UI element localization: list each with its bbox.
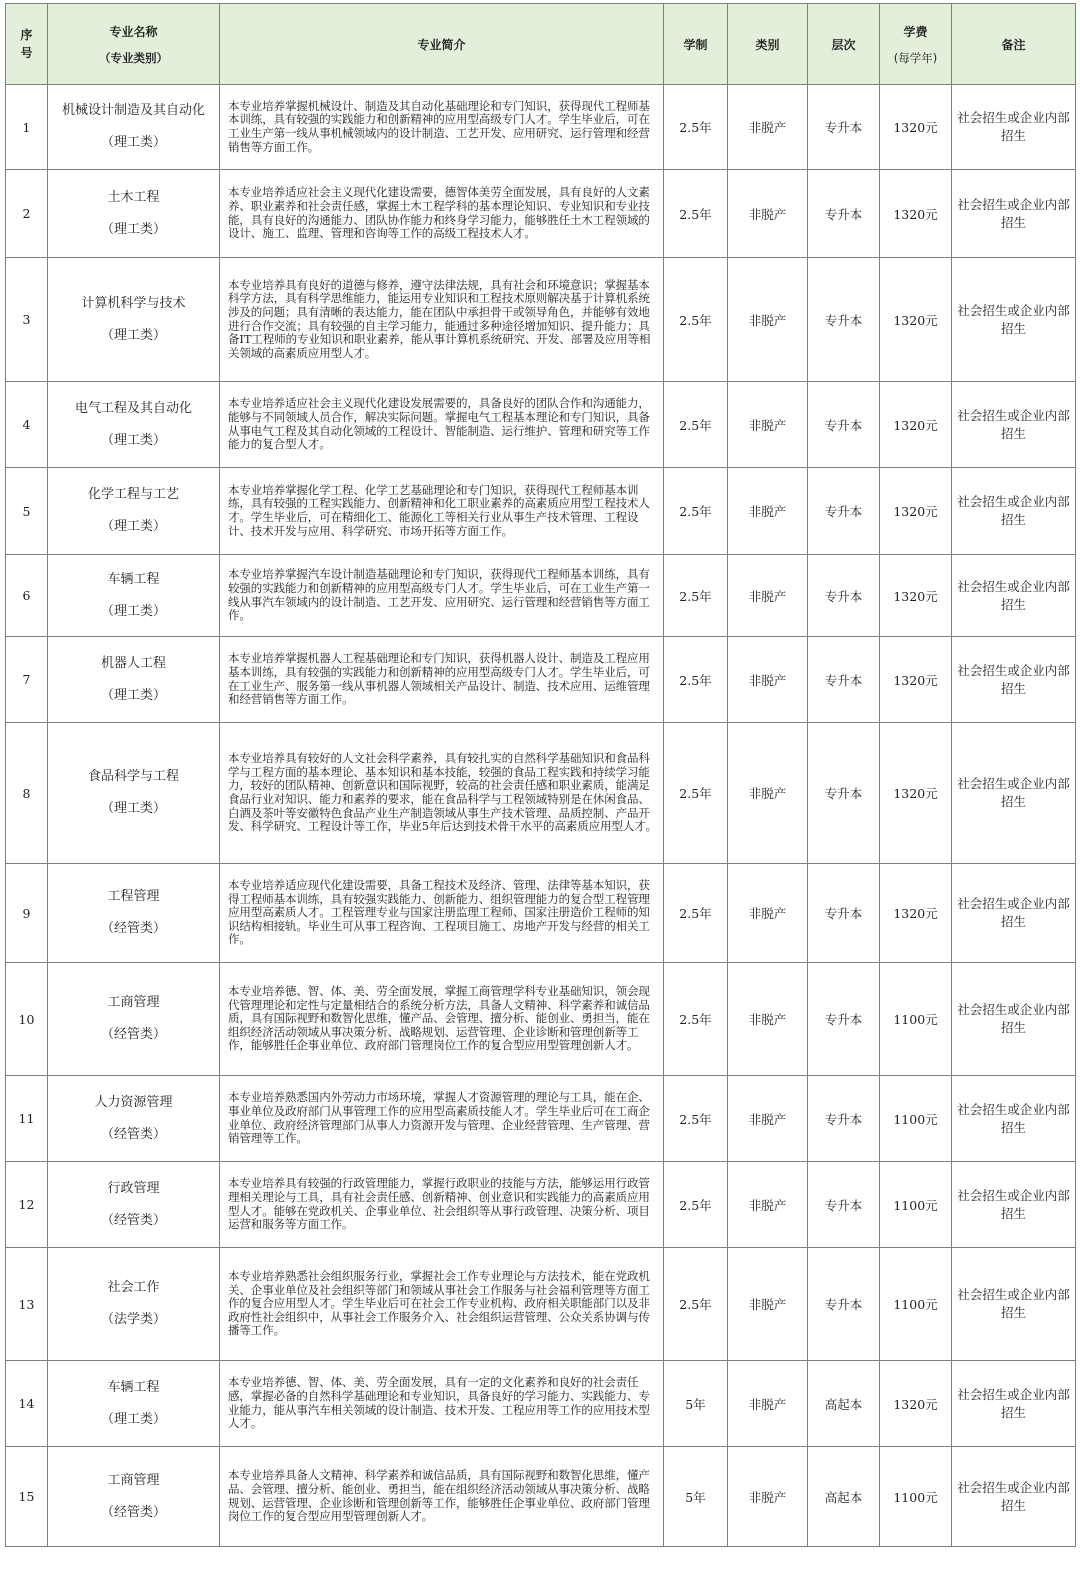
education-level: 专升本 bbox=[808, 864, 880, 963]
duration: 2.5年 bbox=[664, 170, 728, 258]
education-level: 专升本 bbox=[808, 1248, 880, 1361]
table-row bbox=[6, 170, 1076, 258]
education-level: 专升本 bbox=[808, 1076, 880, 1162]
row-number: 12 bbox=[6, 1162, 48, 1248]
remark: 社会招生或企业内部招生 bbox=[952, 1361, 1076, 1447]
remark: 社会招生或企业内部招生 bbox=[952, 1447, 1076, 1547]
row-number: 6 bbox=[6, 555, 48, 637]
major-description: 本专业培养德、智、体、美、劳全面发展，具有一定的文化素养和良好的社会责任感，掌握必备的自然科学基础理论和专业知识，具备良好的学习能力、实践能力、专业能力，能从事汽车相关领域的设计制造、技术开发、工程应用等工作的应用技术型人才。 bbox=[220, 1361, 664, 1447]
major-name: 机器人工程 bbox=[100, 655, 166, 671]
table-row bbox=[6, 382, 1076, 468]
major-category: （理工类） bbox=[100, 327, 166, 343]
major-name: 车辆工程 bbox=[107, 1379, 160, 1395]
study-type: 非脱产 bbox=[728, 1361, 808, 1447]
education-level: 专升本 bbox=[808, 963, 880, 1076]
major-description: 本专业培养适应社会主义现代化建设发展需要的，具备良好的团队合作和沟通能力，能够与不同领域人员合作，解决实际问题。掌握电气工程基本理论和专门知识，具备从事电气工程及其自动化领域的工程设计、智能制造、运行维护、管理和研究等工作能力的复合型人才。 bbox=[220, 382, 664, 468]
study-type: 非脱产 bbox=[728, 555, 808, 637]
major-name: 行政管理 bbox=[107, 1180, 160, 1196]
major-category: （理工类） bbox=[100, 801, 166, 816]
major-category: （理工类） bbox=[100, 519, 166, 534]
study-type: 非脱产 bbox=[728, 637, 808, 723]
education-level: 专升本 bbox=[808, 382, 880, 468]
tuition-fee: 1320元 bbox=[880, 637, 952, 723]
table-row bbox=[6, 85, 1076, 170]
tuition-fee: 1320元 bbox=[880, 555, 952, 637]
remark: 社会招生或企业内部招生 bbox=[952, 258, 1076, 382]
education-level: 专升本 bbox=[808, 1162, 880, 1248]
major-cell bbox=[48, 1162, 220, 1248]
table-row bbox=[6, 864, 1076, 963]
major-category: （理工类） bbox=[100, 1411, 166, 1427]
education-level: 专升本 bbox=[808, 637, 880, 723]
table-row bbox=[6, 1076, 1076, 1162]
study-type: 非脱产 bbox=[728, 1447, 808, 1547]
education-level: 专升本 bbox=[808, 723, 880, 864]
header-major-category: （专业类别） bbox=[99, 50, 168, 65]
row-number: 1 bbox=[6, 85, 48, 170]
table-row bbox=[6, 1162, 1076, 1248]
tuition-fee: 1100元 bbox=[880, 1248, 952, 1361]
major-description: 本专业培养掌握化学工程、化学工艺基础理论和专门知识，获得现代工程师基本训练，具有较强的工程实践能力、创新精神和化工职业素养的高素质应用型工程技术人才。学生毕业后，可在精细化工、能源化工等相关行业从事生产技术管理、工程设计、技术开发与应用、科学研究、市场开拓等方面工作。 bbox=[220, 468, 664, 555]
major-name: 社会工作 bbox=[107, 1280, 160, 1295]
row-number: 3 bbox=[6, 258, 48, 382]
row-number: 11 bbox=[6, 1076, 48, 1162]
major-name: 土木工程 bbox=[107, 189, 160, 205]
duration: 2.5年 bbox=[664, 85, 728, 170]
remark: 社会招生或企业内部招生 bbox=[952, 1248, 1076, 1361]
education-level: 专升本 bbox=[808, 85, 880, 170]
study-type: 非脱产 bbox=[728, 1248, 808, 1361]
row-number: 2 bbox=[6, 170, 48, 258]
majors-table bbox=[5, 3, 1076, 1547]
remark: 社会招生或企业内部招生 bbox=[952, 85, 1076, 170]
major-description: 本专业培养熟悉社会组织服务行业，掌握社会工作专业理论与方法技术，能在党政机关、企事业单位及社会组织等部门和领域从事社会工作服务与社会福利管理等方面工作的复合应用型人才。学生毕业后可在社会工作专业机构、政府相关职能部门以及非政府性社会组织中，从事社会工作服务介入、社会组织运营管理、公众关系协调与传播等工作。 bbox=[220, 1248, 664, 1361]
remark: 社会招生或企业内部招生 bbox=[952, 170, 1076, 258]
table-row bbox=[6, 468, 1076, 555]
table-row bbox=[6, 1248, 1076, 1361]
major-cell bbox=[48, 170, 220, 258]
study-type: 非脱产 bbox=[728, 1162, 808, 1248]
row-number: 7 bbox=[6, 637, 48, 723]
major-category: （理工类） bbox=[100, 221, 166, 237]
education-level: 专升本 bbox=[808, 468, 880, 555]
education-level: 专升本 bbox=[808, 170, 880, 258]
header-major-name: 专业名称 bbox=[109, 24, 158, 39]
major-cell bbox=[48, 555, 220, 637]
tuition-fee: 1320元 bbox=[880, 468, 952, 555]
tuition-fee: 1100元 bbox=[880, 1447, 952, 1547]
tuition-fee: 1100元 bbox=[880, 1076, 952, 1162]
table-row bbox=[6, 555, 1076, 637]
major-cell bbox=[48, 637, 220, 723]
major-category: （经管类） bbox=[100, 1212, 166, 1228]
row-number: 15 bbox=[6, 1447, 48, 1547]
major-cell bbox=[48, 723, 220, 864]
study-type: 非脱产 bbox=[728, 1076, 808, 1162]
remark: 社会招生或企业内部招生 bbox=[952, 963, 1076, 1076]
majors-table-container bbox=[5, 3, 1076, 1547]
major-description: 本专业培养掌握机器人工程基础理论和专门知识，获得机器人设计、制造及工程应用基本训练，具有较强的实践能力和创新精神的应用型高级专门人才。学生毕业后，可在工业生产、服务第一线从事机器人领域相关产品设计、制造、技术应用、运维管理和经营销售等方面工作。 bbox=[220, 637, 664, 723]
header-major bbox=[48, 4, 220, 85]
education-level: 专升本 bbox=[808, 258, 880, 382]
tuition-fee: 1320元 bbox=[880, 864, 952, 963]
remark: 社会招生或企业内部招生 bbox=[952, 723, 1076, 864]
duration: 2.5年 bbox=[664, 637, 728, 723]
major-name: 计算机科学与技术 bbox=[81, 295, 186, 311]
remark: 社会招生或企业内部招生 bbox=[952, 1076, 1076, 1162]
table-row bbox=[6, 1361, 1076, 1447]
duration: 5年 bbox=[664, 1447, 728, 1547]
major-description: 本专业培养掌握汽车设计制造基础理论和专门知识，获得现代工程师基本训练，具有较强的实践能力和创新精神的应用型高级专门人才。学生毕业后，可在工业生产第一线从事汽车领域内的设计制造、工艺开发、应用研究、运行管理和经营销售等方面工作。 bbox=[220, 555, 664, 637]
major-name: 工商管理 bbox=[107, 995, 160, 1010]
major-description: 本专业培养具有良好的道德与修养，遵守法律法规，具有社会和环境意识；掌握基本科学方法，具有科学思维能力，能运用专业知识和工程技术原则解决基于计算机系统涉及的问题；具有清晰的表达能力，能在团队中承担骨干或领导角色，并能够有效地进行合作交流；具有较强的自主学习能力，能通过多种途径增加知识、提升能力；具备IT工程师的专业知识和职业素养，能从事计算机系统研究、开发、部署及应用等相关领域的高素质应用型人才。 bbox=[220, 258, 664, 382]
tuition-fee: 1320元 bbox=[880, 382, 952, 468]
tuition-fee: 1320元 bbox=[880, 1361, 952, 1447]
tuition-fee: 1320元 bbox=[880, 85, 952, 170]
remark: 社会招生或企业内部招生 bbox=[952, 864, 1076, 963]
education-level: 高起本 bbox=[808, 1361, 880, 1447]
major-name: 人力资源管理 bbox=[94, 1094, 173, 1110]
row-number: 4 bbox=[6, 382, 48, 468]
major-category: （经管类） bbox=[100, 921, 166, 936]
duration: 2.5年 bbox=[664, 258, 728, 382]
major-name: 食品科学与工程 bbox=[87, 769, 179, 784]
tuition-fee: 1320元 bbox=[880, 170, 952, 258]
major-description: 本专业培养具备人文精神、科学素养和诚信品质，具有国际视野和数智化思维，懂产品、会管理、擅分析、能创业、勇担当，能在组织经济活动领域从事决策分析、战略规划、运营管理、企业诊断和管理创新等工作，能够胜任企事业单位、政府部门管理岗位工作的复合型应用型管理创新人才。 bbox=[220, 1447, 664, 1547]
table-row bbox=[6, 723, 1076, 864]
major-name: 车辆工程 bbox=[107, 571, 160, 587]
remark: 社会招生或企业内部招生 bbox=[952, 1162, 1076, 1248]
major-name: 机械设计制造及其自动化 bbox=[61, 103, 205, 118]
table-row bbox=[6, 963, 1076, 1076]
tuition-fee: 1320元 bbox=[880, 258, 952, 382]
major-cell bbox=[48, 963, 220, 1076]
header-level: 层次 bbox=[808, 4, 880, 85]
row-number: 13 bbox=[6, 1248, 48, 1361]
major-name: 工商管理 bbox=[107, 1472, 160, 1488]
major-cell bbox=[48, 258, 220, 382]
major-cell bbox=[48, 1361, 220, 1447]
table-row bbox=[6, 258, 1076, 382]
header-type: 类别 bbox=[728, 4, 808, 85]
major-category: （理工类） bbox=[100, 135, 166, 150]
major-category: （经管类） bbox=[100, 1027, 166, 1042]
duration: 2.5年 bbox=[664, 1076, 728, 1162]
education-level: 高起本 bbox=[808, 1447, 880, 1547]
row-number: 10 bbox=[6, 963, 48, 1076]
header-duration: 学制 bbox=[664, 4, 728, 85]
major-description: 本专业培养适应社会主义现代化建设需要，德智体美劳全面发展，具有良好的人文素养、职业素养和社会责任感，掌握土木工程学科的基本理论知识、专业知识和专业技能，具有良好的沟通能力、团队协作能力和终身学习能力，能够胜任土木工程领域的设计、施工、监理、管理和咨询等工作的高级工程技术人才。 bbox=[220, 170, 664, 258]
tuition-fee: 1100元 bbox=[880, 1162, 952, 1248]
major-category: （理工类） bbox=[100, 687, 166, 703]
row-number: 9 bbox=[6, 864, 48, 963]
header-fee-label: 学费 bbox=[903, 24, 928, 39]
table-row bbox=[6, 1447, 1076, 1547]
table-row bbox=[6, 637, 1076, 723]
study-type: 非脱产 bbox=[728, 864, 808, 963]
study-type: 非脱产 bbox=[728, 170, 808, 258]
duration: 2.5年 bbox=[664, 864, 728, 963]
study-type: 非脱产 bbox=[728, 723, 808, 864]
row-number: 14 bbox=[6, 1361, 48, 1447]
major-cell bbox=[48, 382, 220, 468]
duration: 2.5年 bbox=[664, 1162, 728, 1248]
major-cell bbox=[48, 85, 220, 170]
duration: 2.5年 bbox=[664, 555, 728, 637]
table-header-row bbox=[6, 4, 1076, 85]
duration: 2.5年 bbox=[664, 1248, 728, 1361]
remark: 社会招生或企业内部招生 bbox=[952, 382, 1076, 468]
study-type: 非脱产 bbox=[728, 963, 808, 1076]
major-description: 本专业培养掌握机械设计、制造及其自动化基础理论和专门知识，获得现代工程师基本训练，具有较强的实践能力和创新精神的应用型高级专门人才。学生毕业后，可在工业生产第一线从事机械领域内的设计制造、工艺开发、应用研究、运行管理和经营销售等方面工作。 bbox=[220, 85, 664, 170]
tuition-fee: 1320元 bbox=[880, 723, 952, 864]
major-description: 本专业培养具有较强的行政管理能力，掌握行政职业的技能与方法，能够运用行政管理相关理论与工具，具有社会责任感、创新精神、创业意识和实践能力的高素质应用型人才。能够在党政机关、企事业单位、社会组织等从事行政管理、决策分析、项目运营和服务等方面工作。 bbox=[220, 1162, 664, 1248]
major-cell bbox=[48, 1447, 220, 1547]
header-seq: 序 号 bbox=[6, 4, 48, 85]
duration: 5年 bbox=[664, 1361, 728, 1447]
major-cell bbox=[48, 1076, 220, 1162]
study-type: 非脱产 bbox=[728, 382, 808, 468]
study-type: 非脱产 bbox=[728, 258, 808, 382]
tuition-fee: 1100元 bbox=[880, 963, 952, 1076]
table-body bbox=[6, 85, 1076, 1547]
remark: 社会招生或企业内部招生 bbox=[952, 468, 1076, 555]
major-cell bbox=[48, 1248, 220, 1361]
education-level: 专升本 bbox=[808, 555, 880, 637]
study-type: 非脱产 bbox=[728, 468, 808, 555]
duration: 2.5年 bbox=[664, 963, 728, 1076]
header-fee-unit: (每学年) bbox=[893, 50, 938, 65]
remark: 社会招生或企业内部招生 bbox=[952, 555, 1076, 637]
header-note: 备注 bbox=[952, 4, 1076, 85]
major-description: 本专业培养具有较好的人文社会科学素养，具有较扎实的自然科学基础知识和食品科学与工程方面的基本理论、基本知识和基本技能，较强的食品工程实践和持续学习能力，较好的团队精神、创新意识和国际视野，较高的社会责任感和职业素质，能满足食品行业对知识、能力和素养的要求，能在食品科学与工程领域特别是在休闲食品、白酒及茶叶等安徽特色食品产业生产制造领域从事生产技术管理、品质控制、产品开发、科学研究、工程设计等工作，毕业5年后达到技术骨干水平的高素质应用型人才。 bbox=[220, 723, 664, 864]
major-category: （经管类） bbox=[100, 1504, 166, 1520]
duration: 2.5年 bbox=[664, 382, 728, 468]
major-category: （经管类） bbox=[100, 1126, 166, 1142]
row-number: 5 bbox=[6, 468, 48, 555]
major-category: （理工类） bbox=[100, 432, 166, 448]
study-type: 非脱产 bbox=[728, 85, 808, 170]
major-description: 本专业培养熟悉国内外劳动力市场环境，掌握人才资源管理的理论与工具，能在企、事业单位及政府部门从事管理工作的应用型高素质技能人才。学生毕业后可在工商企业单位、政府经济管理部门从事人力资源开发与管理、企业经营管理、生产管理、营销管理等工作。 bbox=[220, 1076, 664, 1162]
remark: 社会招生或企业内部招生 bbox=[952, 637, 1076, 723]
major-category: （法学类） bbox=[100, 1312, 166, 1327]
header-intro: 专业简介 bbox=[220, 4, 664, 85]
major-name: 化学工程与工艺 bbox=[87, 487, 179, 502]
row-number: 8 bbox=[6, 723, 48, 864]
header-fee bbox=[880, 4, 952, 85]
duration: 2.5年 bbox=[664, 723, 728, 864]
duration: 2.5年 bbox=[664, 468, 728, 555]
major-name: 工程管理 bbox=[107, 889, 160, 904]
major-category: （理工类） bbox=[100, 603, 166, 619]
major-name: 电气工程及其自动化 bbox=[74, 400, 192, 416]
major-description: 本专业培养适应现代化建设需要，具备工程技术及经济、管理、法律等基本知识，获得工程师基本训练，具有较强实践能力、创新能力、组织管理能力的复合型工程管理应用型高素质人才。工程管理专业与国家注册监理工程师、国家注册造价工程师的知识结构相接轨。毕业生可从事工程咨询、工程项目施工、房地产开发与经营的相关工作。 bbox=[220, 864, 664, 963]
major-cell bbox=[48, 468, 220, 555]
major-description: 本专业培养德、智、体、美、劳全面发展，掌握工商管理学科专业基础知识，领会现代管理理论和定性与定量相结合的系统分析方法，具备人文精神、科学素养和诚信品质，具有国际视野和数智化思维，懂产品、会管理、擅分析、能创业、勇担当，能在组织经济活动领域从事决策分析、战略规划、运营管理、企业诊断和管理创新等工作，能够胜任企事业单位、政府部门管理岗位工作的复合型应用型管理创新人才。 bbox=[220, 963, 664, 1076]
major-cell bbox=[48, 864, 220, 963]
